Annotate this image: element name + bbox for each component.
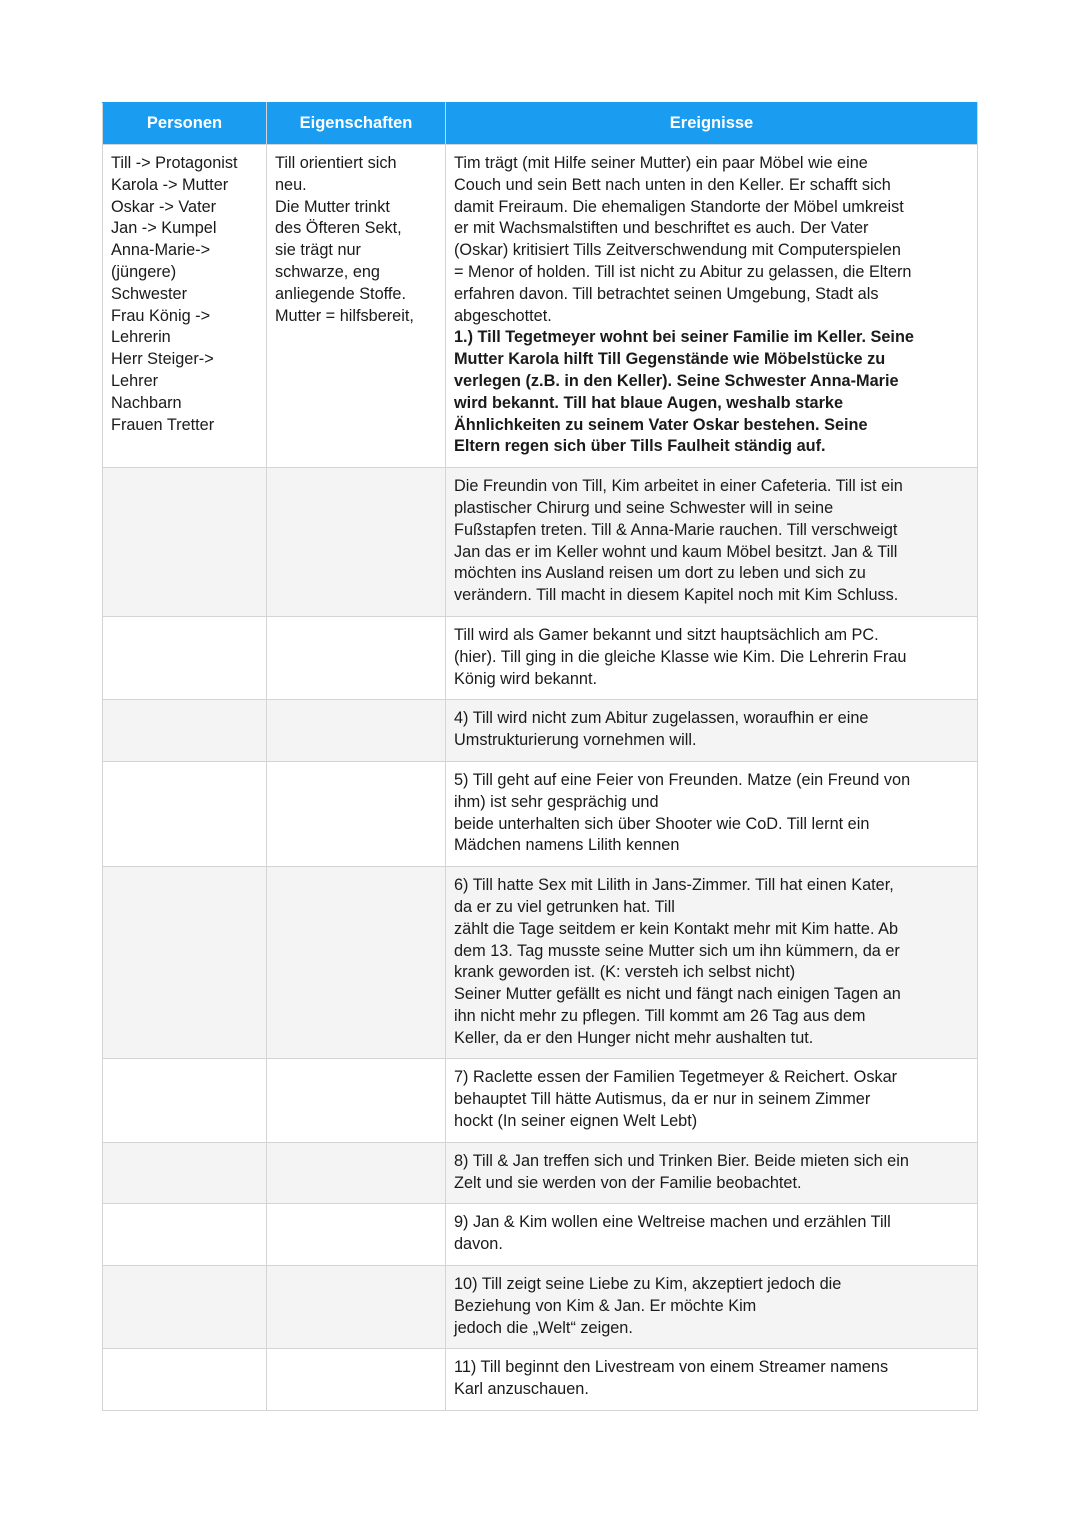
cell-ereignisse: Die Freundin von Till, Kim arbeitet in einer Cafeteria. Till ist ein plastischer Chirurg und seine Schwester will in seine Fußstapfen treten. Till & Anna-Marie rauchen. Till verschweigt Jan das er im Keller wohnt und kaum Möbel besitzt. Jan & Till möchten ins Ausland reisen um dort zu leben und sich zu verändern. Till macht in diesem Kapitel noch mit Kim Schluss. [446, 468, 978, 617]
cell-ereignisse: 8) Till & Jan treffen sich und Trinken Bier. Beide mieten sich ein Zelt und sie werden von der Familie beobachtet. [446, 1142, 978, 1204]
table-row [103, 761, 978, 866]
table-row [103, 468, 978, 617]
cell-personen [103, 867, 267, 1059]
cell-personen [103, 1204, 267, 1266]
cell-ereignisse: 4) Till wird nicht zum Abitur zugelassen, woraufhin er eine Umstrukturierung vornehmen will. [446, 700, 978, 762]
cell-eigenschaften [267, 1142, 446, 1204]
cell-eigenschaften [267, 1059, 446, 1142]
cell-personen [103, 468, 267, 617]
cell-eigenschaften [267, 1204, 446, 1266]
cell-personen [103, 761, 267, 866]
table-row [103, 1204, 978, 1266]
cell-eigenschaften [267, 468, 446, 617]
cell-personen [103, 1266, 267, 1349]
cell-ereignisse: Till wird als Gamer bekannt und sitzt hauptsächlich am PC. (hier). Till ging in die gleiche Klasse wie Kim. Die Lehrerin Frau König wird bekannt. [446, 616, 978, 699]
notes-table [102, 102, 978, 1411]
cell-ereignisse: 10) Till zeigt seine Liebe zu Kim, akzeptiert jedoch die Beziehung von Kim & Jan. Er möchte Kim jedoch die „Welt“ zeigen. [446, 1266, 978, 1349]
table-row [103, 867, 978, 1059]
header-row [103, 103, 978, 145]
cell-eigenschaften [267, 1349, 446, 1411]
cell-personen: Till -> Protagonist Karola -> Mutter Oskar -> Vater Jan -> Kumpel Anna-Marie-> (jüngere) Schwester Frau König -> Lehrerin Herr Steiger-> Lehrer Nachbarn Frauen Tretter [103, 145, 267, 468]
cell-ereignisse: 11) Till beginnt den Livestream von einem Streamer namens Karl anzuschauen. [446, 1349, 978, 1411]
cell-eigenschaften [267, 867, 446, 1059]
cell-ereignisse: 7) Raclette essen der Familien Tegetmeyer & Reichert. Oskar behauptet Till hätte Autismus, da er nur in seinem Zimmer hockt (In seiner eignen Welt Lebt) [446, 1059, 978, 1142]
table-row [103, 700, 978, 762]
cell-ereignisse: 6) Till hatte Sex mit Lilith in Jans-Zimmer. Till hat einen Kater, da er zu viel getrunken hat. Till zählt die Tage seitdem er kein Kontakt mehr mit Kim hatte. Ab dem 13. Tag musste seine Mutter sich um ihn kümmern, da er krank geworden ist. (K: versteh ich selbst nicht) Seiner Mutter gefällt es nicht und fängt nach einigen Tagen an ihn nicht mehr zu pflegen. Till kommt am 26 Tag aus dem Keller, da er den Hunger nicht mehr aushalten tut. [446, 867, 978, 1059]
table-row [103, 145, 978, 468]
cell-eigenschaften: Till orientiert sich neu. Die Mutter trinkt des Öfteren Sekt, sie trägt nur schwarze, eng anliegende Stoffe. Mutter = hilfsbereit, [267, 145, 446, 468]
ereignisse-summary: 1.) Till Tegetmeyer wohnt bei seiner Familie im Keller. Seine Mutter Karola hilft Till Gegenstände wie Möbelstücke zu verlegen (z.B. in den Keller). Seine Schwester Anna-Marie wird bekannt. Till hat blaue Augen, weshalb starke Ähnlichkeiten zu seinem Vater Oskar bestehen. Seine Eltern regen sich über Tills Faulheit ständig auf. [454, 328, 914, 456]
cell-personen [103, 700, 267, 762]
cell-eigenschaften [267, 1266, 446, 1349]
cell-personen [103, 1349, 267, 1411]
table-row [103, 1349, 978, 1411]
header-eigenschaften: Eigenschaften [267, 103, 446, 145]
header-ereignisse: Ereignisse [446, 103, 978, 145]
table-row [103, 1266, 978, 1349]
cell-ereignisse [446, 145, 978, 468]
cell-personen [103, 616, 267, 699]
cell-eigenschaften [267, 761, 446, 866]
cell-personen [103, 1142, 267, 1204]
cell-eigenschaften [267, 616, 446, 699]
table-row [103, 1142, 978, 1204]
ereignisse-text: Tim trägt (mit Hilfe seiner Mutter) ein paar Möbel wie eine Couch und sein Bett nach unten in den Keller. Er schafft sich damit Freiraum. Die ehemaligen Standorte der Möbel umkreist er mit Wachsmalstiften und beschriftet es auch. Der Vater (Oskar) kritisiert Tills Zeitverschwendung mit Computerspielen = Menor of holden. Till ist nicht zu Abitur zu gelassen, die Eltern erfahren davon. Till betrachtet seinen Umgebung, Stadt als abgeschottet. [454, 154, 912, 325]
cell-ereignisse: 9) Jan & Kim wollen eine Weltreise machen und erzählen Till davon. [446, 1204, 978, 1266]
cell-personen [103, 1059, 267, 1142]
cell-ereignisse: 5) Till geht auf eine Feier von Freunden. Matze (ein Freund von ihm) ist sehr gesprächig und beide unterhalten sich über Shooter wie CoD. Till lernt ein Mädchen namens Lilith kennen [446, 761, 978, 866]
header-personen: Personen [103, 103, 267, 145]
table-row [103, 616, 978, 699]
cell-eigenschaften [267, 700, 446, 762]
table-row [103, 1059, 978, 1142]
